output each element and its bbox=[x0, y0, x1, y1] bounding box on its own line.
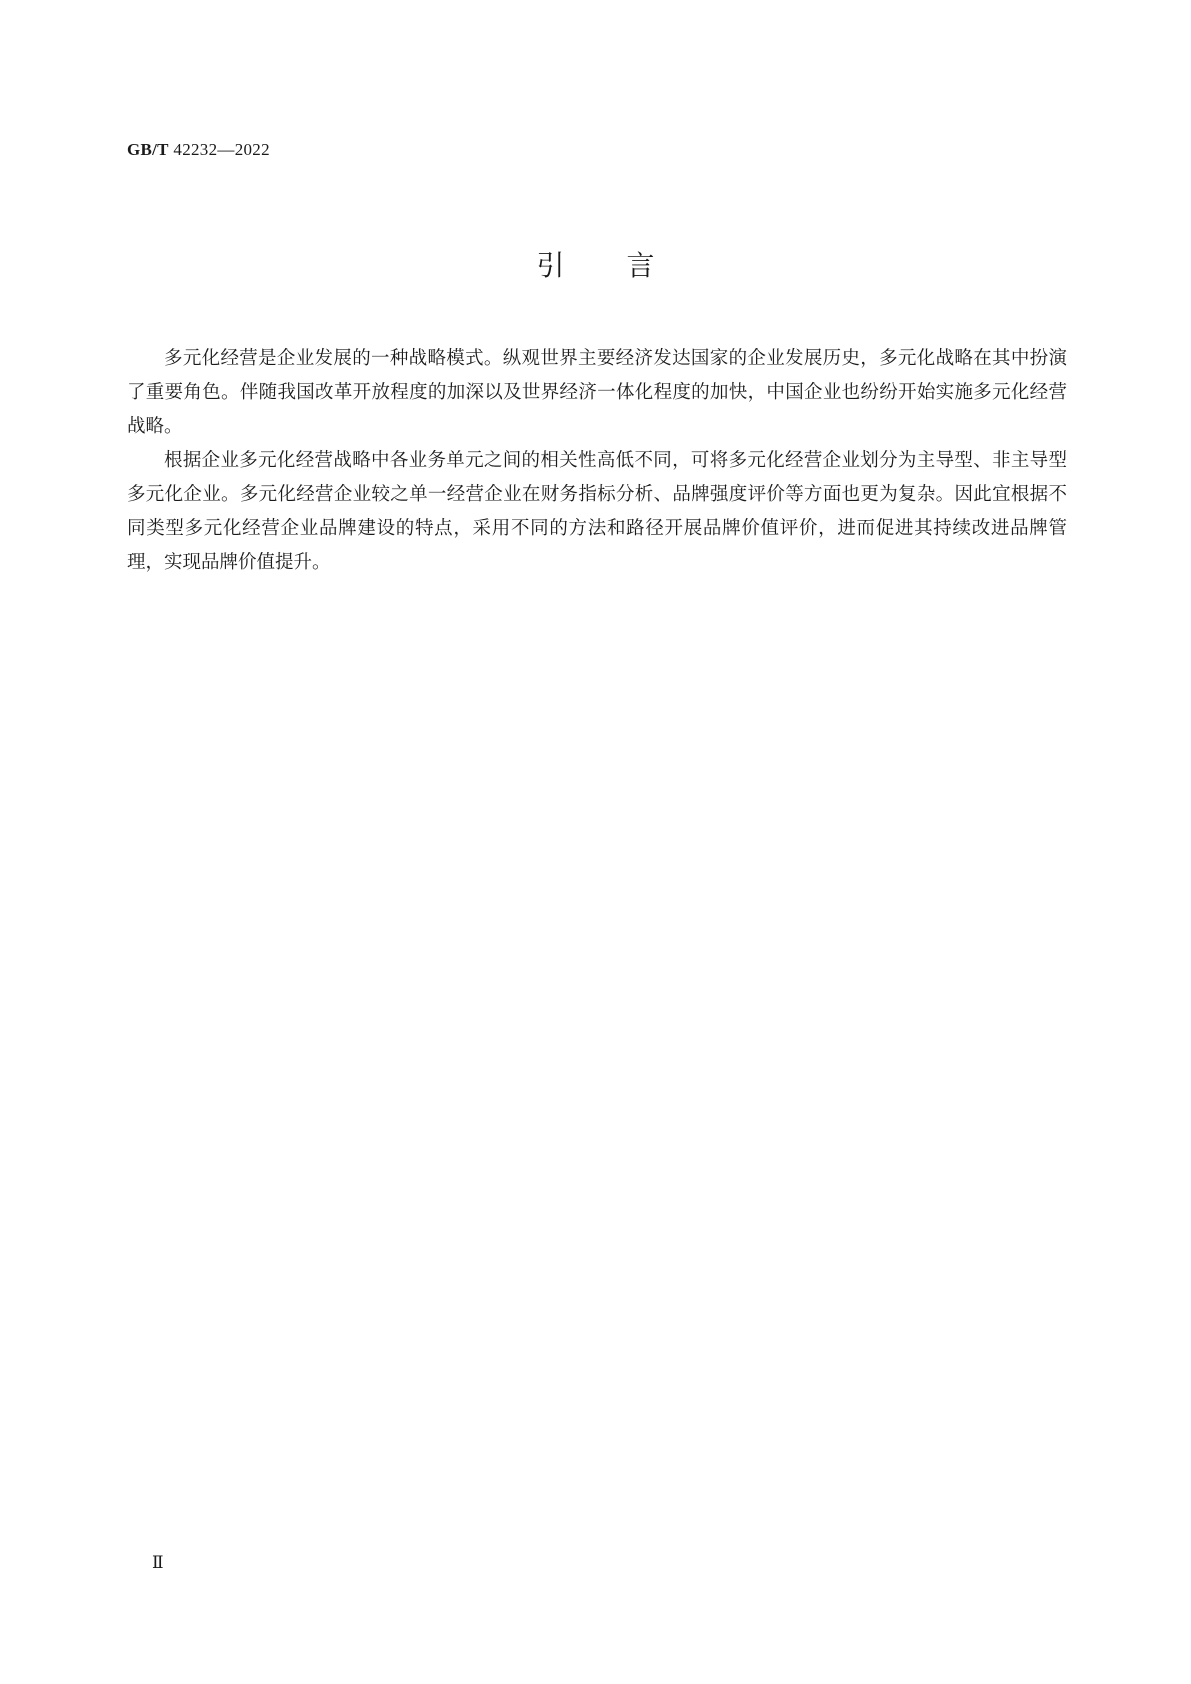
section-title: 引言 bbox=[536, 249, 717, 282]
standard-code bbox=[127, 140, 270, 160]
page-number: Ⅱ bbox=[152, 1553, 164, 1572]
body-text bbox=[127, 342, 1067, 580]
paragraph: 多元化经营是企业发展的一种战略模式。纵观世界主要经济发达国家的企业发展历史，多元化战略在其中扮演了重要角色。伴随我国改革开放程度的加深以及世界经济一体化程度的加快，中国企业也纷纷开始实施多元化经营战略。 bbox=[127, 348, 1067, 437]
paragraph: 根据企业多元化经营战略中各业务单元之间的相关性高低不同，可将多元化经营企业划分为主导型、非主导型多元化企业。多元化经营企业较之单一经营企业在财务指标分析、品牌强度评价等方面也更为复杂。因此宜根据不同类型多元化经营企业品牌建设的特点，采用不同的方法和路径开展品牌价值评价，进而促进其持续改进品牌管理，实现品牌价值提升。 bbox=[127, 450, 1067, 573]
standard-number: 42232—2022 bbox=[173, 140, 270, 159]
standard-prefix: GB/T bbox=[127, 140, 169, 159]
